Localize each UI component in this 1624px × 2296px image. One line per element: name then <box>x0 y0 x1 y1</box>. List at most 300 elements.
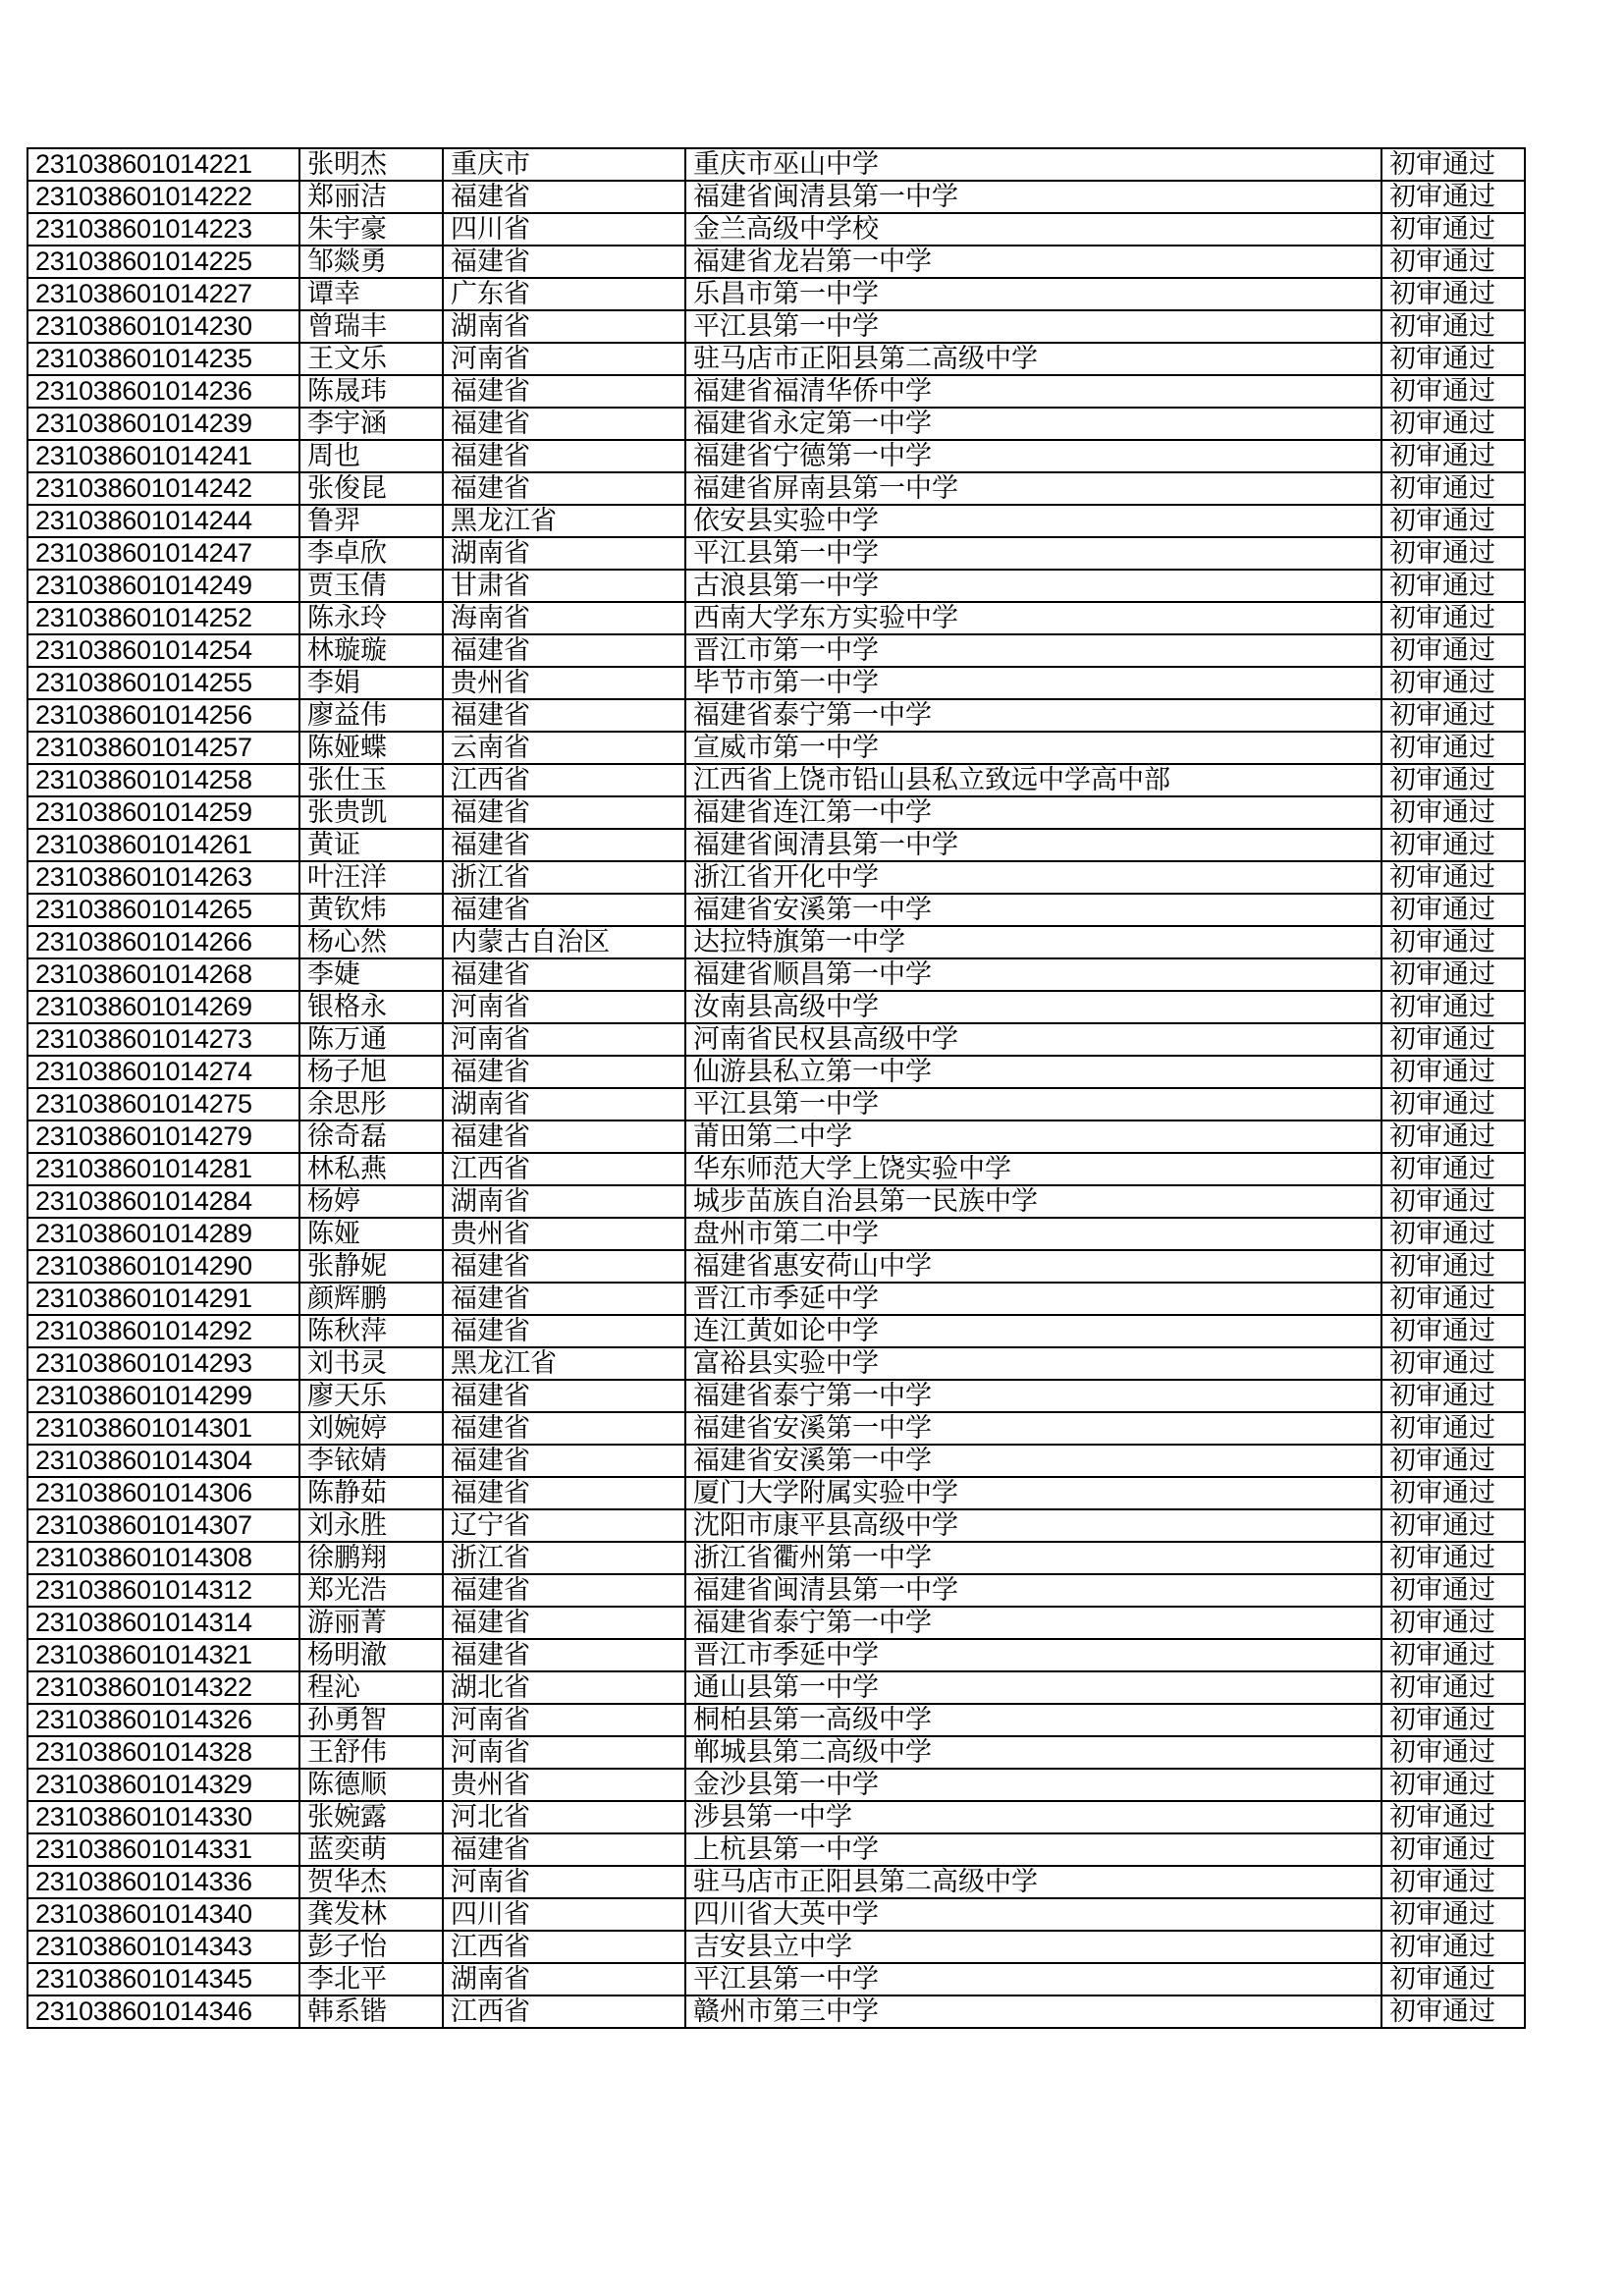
name-cell: 刘永胜 <box>299 1509 443 1542</box>
province-cell: 河南省 <box>443 343 685 375</box>
name-cell: 林私燕 <box>299 1153 443 1185</box>
name-cell: 孙勇智 <box>299 1704 443 1736</box>
status-cell: 初审通过 <box>1381 1088 1525 1121</box>
province-cell: 福建省 <box>443 1574 685 1607</box>
exam-id-cell: 231038601014275 <box>27 1088 299 1121</box>
school-cell: 福建省安溪第一中学 <box>685 1445 1381 1477</box>
table-row <box>27 634 1525 667</box>
school-cell: 金兰高级中学校 <box>685 213 1381 246</box>
status-cell: 初审通过 <box>1381 1283 1525 1315</box>
name-cell: 杨明澈 <box>299 1639 443 1671</box>
name-cell: 龚发林 <box>299 1898 443 1931</box>
province-cell: 福建省 <box>443 1315 685 1347</box>
school-cell: 连江黄如论中学 <box>685 1315 1381 1347</box>
exam-id-cell: 231038601014279 <box>27 1121 299 1153</box>
school-cell: 河南省民权县高级中学 <box>685 1023 1381 1056</box>
name-cell: 郑光浩 <box>299 1574 443 1607</box>
exam-id-cell: 231038601014261 <box>27 829 299 861</box>
exam-id-cell: 231038601014306 <box>27 1477 299 1509</box>
status-cell: 初审通过 <box>1381 602 1525 634</box>
status-cell: 初审通过 <box>1381 1736 1525 1769</box>
name-cell: 颜辉鹏 <box>299 1283 443 1315</box>
table-row <box>27 1509 1525 1542</box>
school-cell: 福建省泰宁第一中学 <box>685 1607 1381 1639</box>
name-cell: 陈娅 <box>299 1218 443 1250</box>
table-row <box>27 408 1525 440</box>
exam-id-cell: 231038601014227 <box>27 278 299 310</box>
table-row <box>27 537 1525 570</box>
name-cell: 陈晟玮 <box>299 375 443 408</box>
province-cell: 河北省 <box>443 1801 685 1833</box>
table-row <box>27 343 1525 375</box>
school-cell: 仙游县私立第一中学 <box>685 1056 1381 1088</box>
province-cell: 福建省 <box>443 1445 685 1477</box>
school-cell: 宣威市第一中学 <box>685 732 1381 764</box>
name-cell: 李娟 <box>299 667 443 699</box>
table-row <box>27 796 1525 829</box>
table-row <box>27 1283 1525 1315</box>
status-cell: 初审通过 <box>1381 472 1525 505</box>
province-cell: 福建省 <box>443 246 685 278</box>
school-cell: 福建省福清华侨中学 <box>685 375 1381 408</box>
status-cell: 初审通过 <box>1381 1671 1525 1704</box>
school-cell: 福建省安溪第一中学 <box>685 1412 1381 1445</box>
name-cell: 陈静茹 <box>299 1477 443 1509</box>
status-cell: 初审通过 <box>1381 1380 1525 1412</box>
name-cell: 张婉露 <box>299 1801 443 1833</box>
name-cell: 杨子旭 <box>299 1056 443 1088</box>
province-cell: 河南省 <box>443 1023 685 1056</box>
name-cell: 曾瑞丰 <box>299 310 443 343</box>
school-cell: 平江县第一中学 <box>685 310 1381 343</box>
status-cell: 初审通过 <box>1381 1509 1525 1542</box>
name-cell: 林璇璇 <box>299 634 443 667</box>
table-row <box>27 246 1525 278</box>
province-cell: 河南省 <box>443 991 685 1023</box>
province-cell: 福建省 <box>443 1283 685 1315</box>
province-cell: 江西省 <box>443 1153 685 1185</box>
table-row <box>27 1445 1525 1477</box>
school-cell: 福建省连江第一中学 <box>685 796 1381 829</box>
exam-id-cell: 231038601014236 <box>27 375 299 408</box>
table-row <box>27 148 1525 181</box>
name-cell: 张明杰 <box>299 148 443 181</box>
table-row <box>27 1801 1525 1833</box>
exam-id-cell: 231038601014340 <box>27 1898 299 1931</box>
school-cell: 郸城县第二高级中学 <box>685 1736 1381 1769</box>
table-row <box>27 699 1525 732</box>
table-row <box>27 570 1525 602</box>
exam-id-cell: 231038601014259 <box>27 796 299 829</box>
exam-id-cell: 231038601014269 <box>27 991 299 1023</box>
status-cell: 初审通过 <box>1381 1153 1525 1185</box>
table-row <box>27 1380 1525 1412</box>
name-cell: 杨心然 <box>299 926 443 958</box>
school-cell: 福建省泰宁第一中学 <box>685 699 1381 732</box>
name-cell: 张仕玉 <box>299 764 443 796</box>
school-cell: 晋江市季延中学 <box>685 1639 1381 1671</box>
name-cell: 程沁 <box>299 1671 443 1704</box>
status-cell: 初审通过 <box>1381 926 1525 958</box>
name-cell: 蓝奕萌 <box>299 1833 443 1866</box>
table-row <box>27 1607 1525 1639</box>
name-cell: 朱宇豪 <box>299 213 443 246</box>
exam-id-cell: 231038601014322 <box>27 1671 299 1704</box>
name-cell: 郑丽洁 <box>299 181 443 213</box>
table-row <box>27 1412 1525 1445</box>
name-cell: 李婕 <box>299 958 443 991</box>
exam-id-cell: 231038601014223 <box>27 213 299 246</box>
exam-id-cell: 231038601014257 <box>27 732 299 764</box>
name-cell: 贺华杰 <box>299 1866 443 1898</box>
table-row <box>27 505 1525 537</box>
name-cell: 贾玉倩 <box>299 570 443 602</box>
name-cell: 李铱婧 <box>299 1445 443 1477</box>
name-cell: 鲁羿 <box>299 505 443 537</box>
status-cell: 初审通过 <box>1381 537 1525 570</box>
table-row <box>27 472 1525 505</box>
province-cell: 福建省 <box>443 1250 685 1283</box>
table-row <box>27 1769 1525 1801</box>
status-cell: 初审通过 <box>1381 310 1525 343</box>
status-cell: 初审通过 <box>1381 764 1525 796</box>
school-cell: 驻马店市正阳县第二高级中学 <box>685 343 1381 375</box>
name-cell: 邹燚勇 <box>299 246 443 278</box>
school-cell: 福建省惠安荷山中学 <box>685 1250 1381 1283</box>
province-cell: 河南省 <box>443 1736 685 1769</box>
table-row <box>27 1963 1525 1995</box>
school-cell: 江西省上饶市铅山县私立致远中学高中部 <box>685 764 1381 796</box>
province-cell: 黑龙江省 <box>443 1347 685 1380</box>
name-cell: 黄钦炜 <box>299 894 443 926</box>
status-cell: 初审通过 <box>1381 343 1525 375</box>
province-cell: 福建省 <box>443 699 685 732</box>
school-cell: 古浪县第一中学 <box>685 570 1381 602</box>
name-cell: 陈万通 <box>299 1023 443 1056</box>
province-cell: 福建省 <box>443 408 685 440</box>
name-cell: 李北平 <box>299 1963 443 1995</box>
name-cell: 王文乐 <box>299 343 443 375</box>
school-cell: 乐昌市第一中学 <box>685 278 1381 310</box>
table-row <box>27 375 1525 408</box>
school-cell: 福建省闽清县第一中学 <box>685 181 1381 213</box>
school-cell: 金沙县第一中学 <box>685 1769 1381 1801</box>
name-cell: 彭子怡 <box>299 1931 443 1963</box>
exam-id-cell: 231038601014328 <box>27 1736 299 1769</box>
school-cell: 盘州市第二中学 <box>685 1218 1381 1250</box>
status-cell: 初审通过 <box>1381 1866 1525 1898</box>
table-row <box>27 1866 1525 1898</box>
status-cell: 初审通过 <box>1381 991 1525 1023</box>
exam-id-cell: 231038601014345 <box>27 1963 299 1995</box>
status-cell: 初审通过 <box>1381 958 1525 991</box>
exam-id-cell: 231038601014230 <box>27 310 299 343</box>
exam-id-cell: 231038601014266 <box>27 926 299 958</box>
status-cell: 初审通过 <box>1381 148 1525 181</box>
school-cell: 浙江省衢州第一中学 <box>685 1542 1381 1574</box>
province-cell: 浙江省 <box>443 861 685 894</box>
status-cell: 初审通过 <box>1381 1218 1525 1250</box>
province-cell: 河南省 <box>443 1866 685 1898</box>
school-cell: 晋江市第一中学 <box>685 634 1381 667</box>
province-cell: 福建省 <box>443 958 685 991</box>
table-row <box>27 1185 1525 1218</box>
table-row <box>27 1056 1525 1088</box>
status-cell: 初审通过 <box>1381 1963 1525 1995</box>
school-cell: 驻马店市正阳县第二高级中学 <box>685 1866 1381 1898</box>
status-cell: 初审通过 <box>1381 1639 1525 1671</box>
table-row <box>27 1704 1525 1736</box>
name-cell: 徐奇磊 <box>299 1121 443 1153</box>
exam-id-cell: 231038601014256 <box>27 699 299 732</box>
exam-id-cell: 231038601014290 <box>27 1250 299 1283</box>
province-cell: 四川省 <box>443 1898 685 1931</box>
table-row <box>27 213 1525 246</box>
table-row <box>27 310 1525 343</box>
school-cell: 平江县第一中学 <box>685 1088 1381 1121</box>
status-cell: 初审通过 <box>1381 1445 1525 1477</box>
table-row <box>27 732 1525 764</box>
province-cell: 福建省 <box>443 472 685 505</box>
school-cell: 桐柏县第一高级中学 <box>685 1704 1381 1736</box>
school-cell: 福建省宁德第一中学 <box>685 440 1381 472</box>
status-cell: 初审通过 <box>1381 1995 1525 2028</box>
school-cell: 福建省永定第一中学 <box>685 408 1381 440</box>
province-cell: 福建省 <box>443 1639 685 1671</box>
status-cell: 初审通过 <box>1381 829 1525 861</box>
name-cell: 陈德顺 <box>299 1769 443 1801</box>
province-cell: 湖南省 <box>443 537 685 570</box>
school-cell: 上杭县第一中学 <box>685 1833 1381 1866</box>
name-cell: 陈永玲 <box>299 602 443 634</box>
table-row <box>27 1736 1525 1769</box>
table-row <box>27 894 1525 926</box>
status-cell: 初审通过 <box>1381 1833 1525 1866</box>
province-cell: 福建省 <box>443 1477 685 1509</box>
exam-id-cell: 231038601014331 <box>27 1833 299 1866</box>
province-cell: 福建省 <box>443 796 685 829</box>
school-cell: 平江县第一中学 <box>685 1963 1381 1995</box>
table-row <box>27 278 1525 310</box>
table-row <box>27 1574 1525 1607</box>
table-row <box>27 1218 1525 1250</box>
name-cell: 王舒伟 <box>299 1736 443 1769</box>
school-cell: 重庆市巫山中学 <box>685 148 1381 181</box>
exam-id-cell: 231038601014330 <box>27 1801 299 1833</box>
status-cell: 初审通过 <box>1381 1347 1525 1380</box>
exam-id-cell: 231038601014301 <box>27 1412 299 1445</box>
exam-id-cell: 231038601014304 <box>27 1445 299 1477</box>
table-row <box>27 1898 1525 1931</box>
school-cell: 莆田第二中学 <box>685 1121 1381 1153</box>
table-row <box>27 1315 1525 1347</box>
province-cell: 福建省 <box>443 1056 685 1088</box>
table-row <box>27 1542 1525 1574</box>
school-cell: 福建省安溪第一中学 <box>685 894 1381 926</box>
province-cell: 江西省 <box>443 764 685 796</box>
table-row <box>27 1250 1525 1283</box>
exam-id-cell: 231038601014244 <box>27 505 299 537</box>
status-cell: 初审通过 <box>1381 894 1525 926</box>
name-cell: 陈秋萍 <box>299 1315 443 1347</box>
table-row <box>27 1931 1525 1963</box>
status-cell: 初审通过 <box>1381 1704 1525 1736</box>
exam-id-cell: 231038601014312 <box>27 1574 299 1607</box>
name-cell: 银格永 <box>299 991 443 1023</box>
exam-id-cell: 231038601014281 <box>27 1153 299 1185</box>
status-cell: 初审通过 <box>1381 1185 1525 1218</box>
exam-id-cell: 231038601014265 <box>27 894 299 926</box>
exam-id-cell: 231038601014268 <box>27 958 299 991</box>
status-cell: 初审通过 <box>1381 440 1525 472</box>
province-cell: 湖南省 <box>443 310 685 343</box>
status-cell: 初审通过 <box>1381 1574 1525 1607</box>
name-cell: 黄证 <box>299 829 443 861</box>
table-row <box>27 181 1525 213</box>
province-cell: 福建省 <box>443 894 685 926</box>
province-cell: 甘肃省 <box>443 570 685 602</box>
school-cell: 福建省泰宁第一中学 <box>685 1380 1381 1412</box>
table-row <box>27 1995 1525 2028</box>
table-row <box>27 667 1525 699</box>
province-cell: 辽宁省 <box>443 1509 685 1542</box>
table-row <box>27 1477 1525 1509</box>
school-cell: 福建省闽清县第一中学 <box>685 1574 1381 1607</box>
name-cell: 叶汪洋 <box>299 861 443 894</box>
school-cell: 城步苗族自治县第一民族中学 <box>685 1185 1381 1218</box>
province-cell: 福建省 <box>443 1607 685 1639</box>
status-cell: 初审通过 <box>1381 1801 1525 1833</box>
exam-id-cell: 231038601014274 <box>27 1056 299 1088</box>
province-cell: 江西省 <box>443 1995 685 2028</box>
province-cell: 黑龙江省 <box>443 505 685 537</box>
province-cell: 福建省 <box>443 634 685 667</box>
status-cell: 初审通过 <box>1381 213 1525 246</box>
exam-id-cell: 231038601014225 <box>27 246 299 278</box>
province-cell: 河南省 <box>443 1704 685 1736</box>
name-cell: 廖天乐 <box>299 1380 443 1412</box>
name-cell: 刘书灵 <box>299 1347 443 1380</box>
province-cell: 云南省 <box>443 732 685 764</box>
province-cell: 福建省 <box>443 440 685 472</box>
table-row <box>27 861 1525 894</box>
exam-id-cell: 231038601014255 <box>27 667 299 699</box>
school-cell: 福建省龙岩第一中学 <box>685 246 1381 278</box>
name-cell: 游丽菁 <box>299 1607 443 1639</box>
province-cell: 江西省 <box>443 1931 685 1963</box>
school-cell: 沈阳市康平县高级中学 <box>685 1509 1381 1542</box>
school-cell: 四川省大英中学 <box>685 1898 1381 1931</box>
status-cell: 初审通过 <box>1381 505 1525 537</box>
province-cell: 福建省 <box>443 375 685 408</box>
table-row <box>27 991 1525 1023</box>
status-cell: 初审通过 <box>1381 570 1525 602</box>
province-cell: 贵州省 <box>443 1769 685 1801</box>
status-cell: 初审通过 <box>1381 408 1525 440</box>
school-cell: 汝南县高级中学 <box>685 991 1381 1023</box>
province-cell: 福建省 <box>443 829 685 861</box>
school-cell: 涉县第一中学 <box>685 1801 1381 1833</box>
exam-id-cell: 231038601014291 <box>27 1283 299 1315</box>
table-row <box>27 1023 1525 1056</box>
exam-id-cell: 231038601014254 <box>27 634 299 667</box>
name-cell: 张静妮 <box>299 1250 443 1283</box>
status-cell: 初审通过 <box>1381 1412 1525 1445</box>
applicant-table <box>27 147 1526 2029</box>
exam-id-cell: 231038601014222 <box>27 181 299 213</box>
table-row <box>27 829 1525 861</box>
province-cell: 湖南省 <box>443 1088 685 1121</box>
name-cell: 徐鹏翔 <box>299 1542 443 1574</box>
status-cell: 初审通过 <box>1381 246 1525 278</box>
exam-id-cell: 231038601014241 <box>27 440 299 472</box>
exam-id-cell: 231038601014258 <box>27 764 299 796</box>
table-row <box>27 602 1525 634</box>
table-row <box>27 1639 1525 1671</box>
status-cell: 初审通过 <box>1381 1250 1525 1283</box>
table-body <box>27 148 1525 2028</box>
province-cell: 重庆市 <box>443 148 685 181</box>
exam-id-cell: 231038601014263 <box>27 861 299 894</box>
status-cell: 初审通过 <box>1381 181 1525 213</box>
table-row <box>27 764 1525 796</box>
province-cell: 贵州省 <box>443 667 685 699</box>
school-cell: 晋江市季延中学 <box>685 1283 1381 1315</box>
status-cell: 初审通过 <box>1381 1056 1525 1088</box>
table-row <box>27 1153 1525 1185</box>
province-cell: 内蒙古自治区 <box>443 926 685 958</box>
school-cell: 吉安县立中学 <box>685 1931 1381 1963</box>
name-cell: 陈娅蝶 <box>299 732 443 764</box>
exam-id-cell: 231038601014336 <box>27 1866 299 1898</box>
school-cell: 毕节市第一中学 <box>685 667 1381 699</box>
province-cell: 贵州省 <box>443 1218 685 1250</box>
name-cell: 廖益伟 <box>299 699 443 732</box>
exam-id-cell: 231038601014329 <box>27 1769 299 1801</box>
exam-id-cell: 231038601014292 <box>27 1315 299 1347</box>
exam-id-cell: 231038601014252 <box>27 602 299 634</box>
exam-id-cell: 231038601014346 <box>27 1995 299 2028</box>
exam-id-cell: 231038601014235 <box>27 343 299 375</box>
name-cell: 张俊昆 <box>299 472 443 505</box>
name-cell: 李卓欣 <box>299 537 443 570</box>
status-cell: 初审通过 <box>1381 861 1525 894</box>
province-cell: 福建省 <box>443 1380 685 1412</box>
school-cell: 平江县第一中学 <box>685 537 1381 570</box>
exam-id-cell: 231038601014284 <box>27 1185 299 1218</box>
exam-id-cell: 231038601014249 <box>27 570 299 602</box>
exam-id-cell: 231038601014289 <box>27 1218 299 1250</box>
exam-id-cell: 231038601014239 <box>27 408 299 440</box>
table-row <box>27 1347 1525 1380</box>
exam-id-cell: 231038601014307 <box>27 1509 299 1542</box>
status-cell: 初审通过 <box>1381 1477 1525 1509</box>
status-cell: 初审通过 <box>1381 634 1525 667</box>
exam-id-cell: 231038601014326 <box>27 1704 299 1736</box>
status-cell: 初审通过 <box>1381 1315 1525 1347</box>
name-cell: 谭幸 <box>299 278 443 310</box>
name-cell: 余思彤 <box>299 1088 443 1121</box>
status-cell: 初审通过 <box>1381 375 1525 408</box>
school-cell: 富裕县实验中学 <box>685 1347 1381 1380</box>
status-cell: 初审通过 <box>1381 1769 1525 1801</box>
school-cell: 华东师范大学上饶实验中学 <box>685 1153 1381 1185</box>
status-cell: 初审通过 <box>1381 699 1525 732</box>
school-cell: 福建省屏南县第一中学 <box>685 472 1381 505</box>
exam-id-cell: 231038601014273 <box>27 1023 299 1056</box>
status-cell: 初审通过 <box>1381 1607 1525 1639</box>
school-cell: 厦门大学附属实验中学 <box>685 1477 1381 1509</box>
